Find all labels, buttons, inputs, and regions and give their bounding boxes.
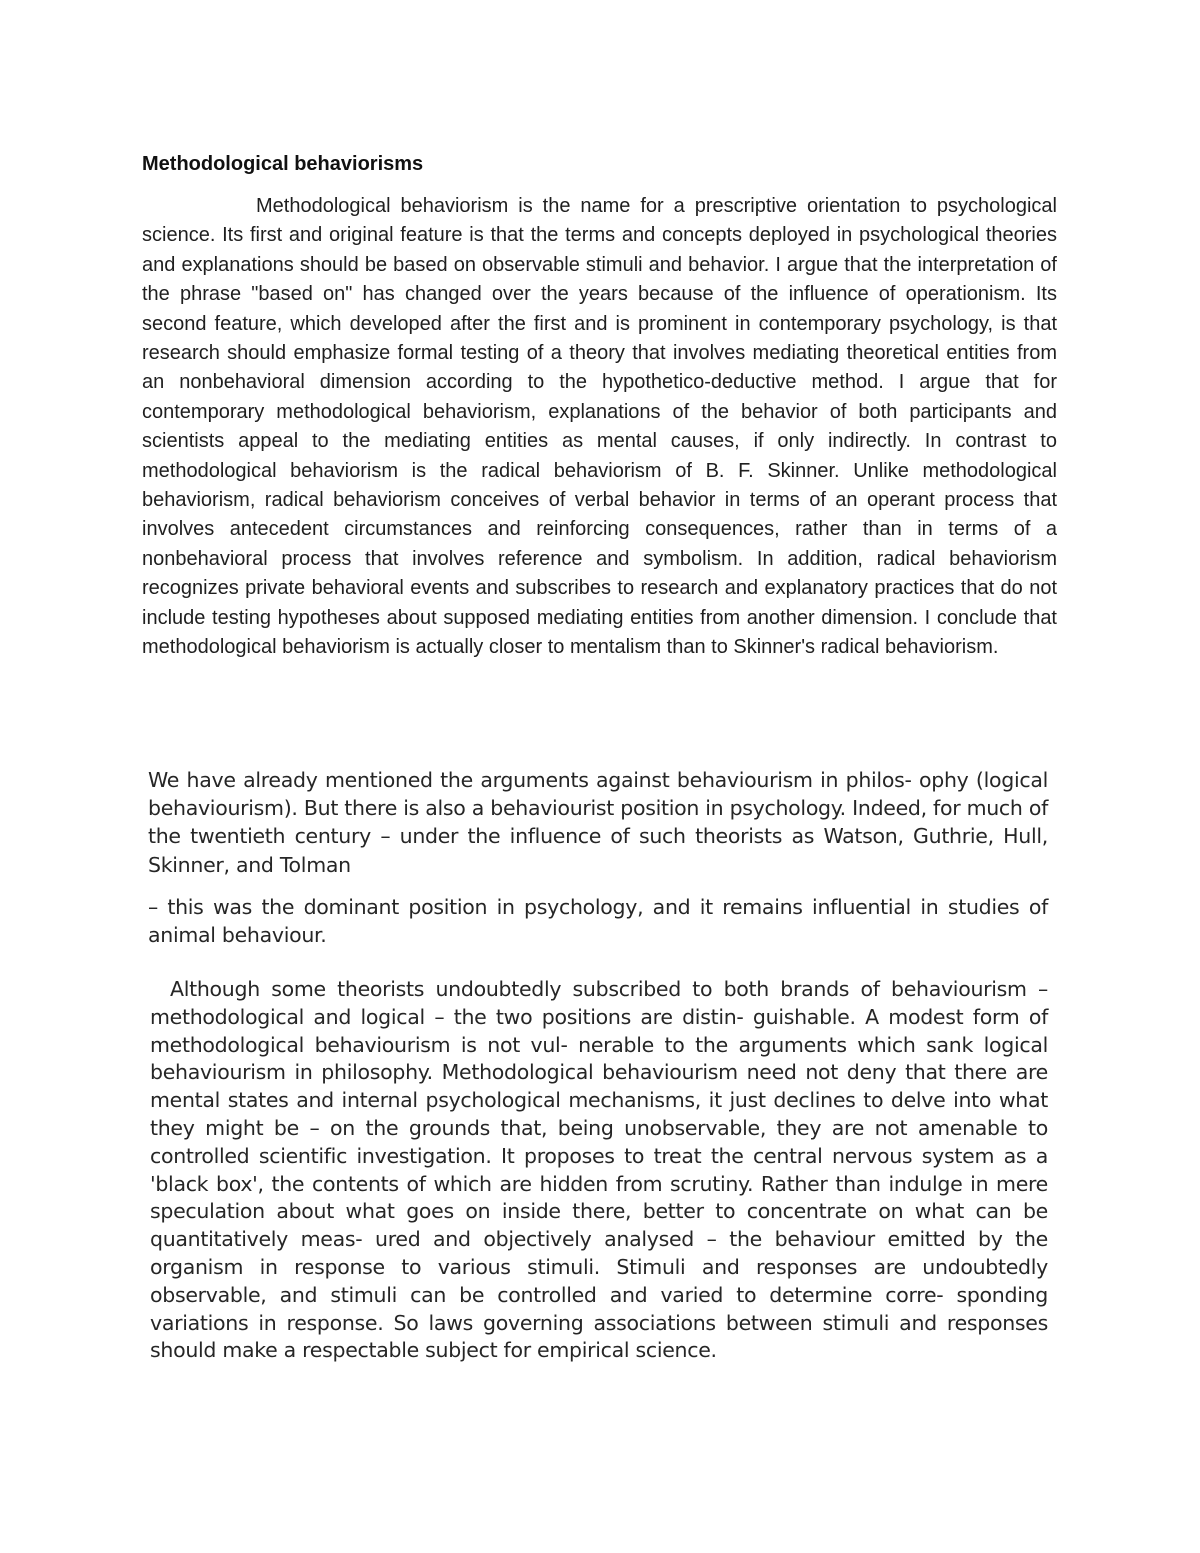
paragraph-dominant-position: – this was the dominant position in psychology, and it remains influential in studies of animal behaviour.: [148, 895, 1048, 948]
paragraph-behaviourist-position: We have already mentioned the arguments against behaviourism in philos- ophy (logical behaviourism). But there is also a behaviourist position in psychology. Indeed, for much of the twentieth century – under the influence of such theorists as Watson, Guthrie, Hull, Skinner, and Tolman: [148, 768, 1048, 877]
paragraph-brands-of-behaviourism: Although some theorists undoubtedly subscribed to both brands of behaviourism – methodological and logical – the two positions are distin- guishable. A modest form of methodological behaviourism is not vul- nerable to the arguments which sank logical behaviourism in philosophy. Methodological behaviourism need not deny that there are mental states and internal psychological mechanisms, it just declines to delve into what they might be – on the grounds that, being unobservable, they are not amenable to controlled scientific investigation. It proposes to treat the central nervous system as a 'black box', the contents of which are hidden from scrutiny. Rather than indulge in mere speculation about what goes on inside there, better to concentrate on what can be quantitatively meas- ured and objectively analysed – the behaviour emitted by the organism in response to various stimuli. Stimuli and responses are undoubtedly observable, and stimuli can be controlled and varied to determine corre- sponding variations in response. So laws governing associations between stimuli and responses should make a respectable subject for empirical science.: [150, 977, 1048, 1363]
paragraph-methodological-behaviorism: Methodological behaviorism is the name for a prescriptive orientation to psychological science. Its first and original feature is that the terms and concepts deployed in psychological theories and explanations should be based on observable stimuli and behavior. I argue that the interpretation of the phrase "based on" has changed over the years because of the influence of operationism. Its second feature, which developed after the first and is prominent in contemporary psychology, is that research should emphasize formal testing of a theory that involves mediating theoretical entities from an nonbehavioral dimension according to the hypothetico-deductive method. I argue that for contemporary methodological behaviorism, explanations of the behavior of both participants and scientists appeal to the mediating entities as mental causes, if only indirectly. In contrast to methodological behaviorism is the radical behaviorism of B. F. Skinner. Unlike methodological behaviorism, radical behaviorism conceives of verbal behavior in terms of an operant process that involves antecedent circumstances and reinforcing consequences, rather than in terms of a nonbehavioral process that involves reference and symbolism. In addition, radical behaviorism recognizes private behavioral events and subscribes to research and explanatory practices that do not include testing hypotheses about supposed mediating entities from another dimension. I conclude that methodological behaviorism is actually closer to mentalism than to Skinner's radical behaviorism.: [142, 195, 1057, 659]
document-heading: Methodological behaviorisms: [142, 153, 424, 175]
